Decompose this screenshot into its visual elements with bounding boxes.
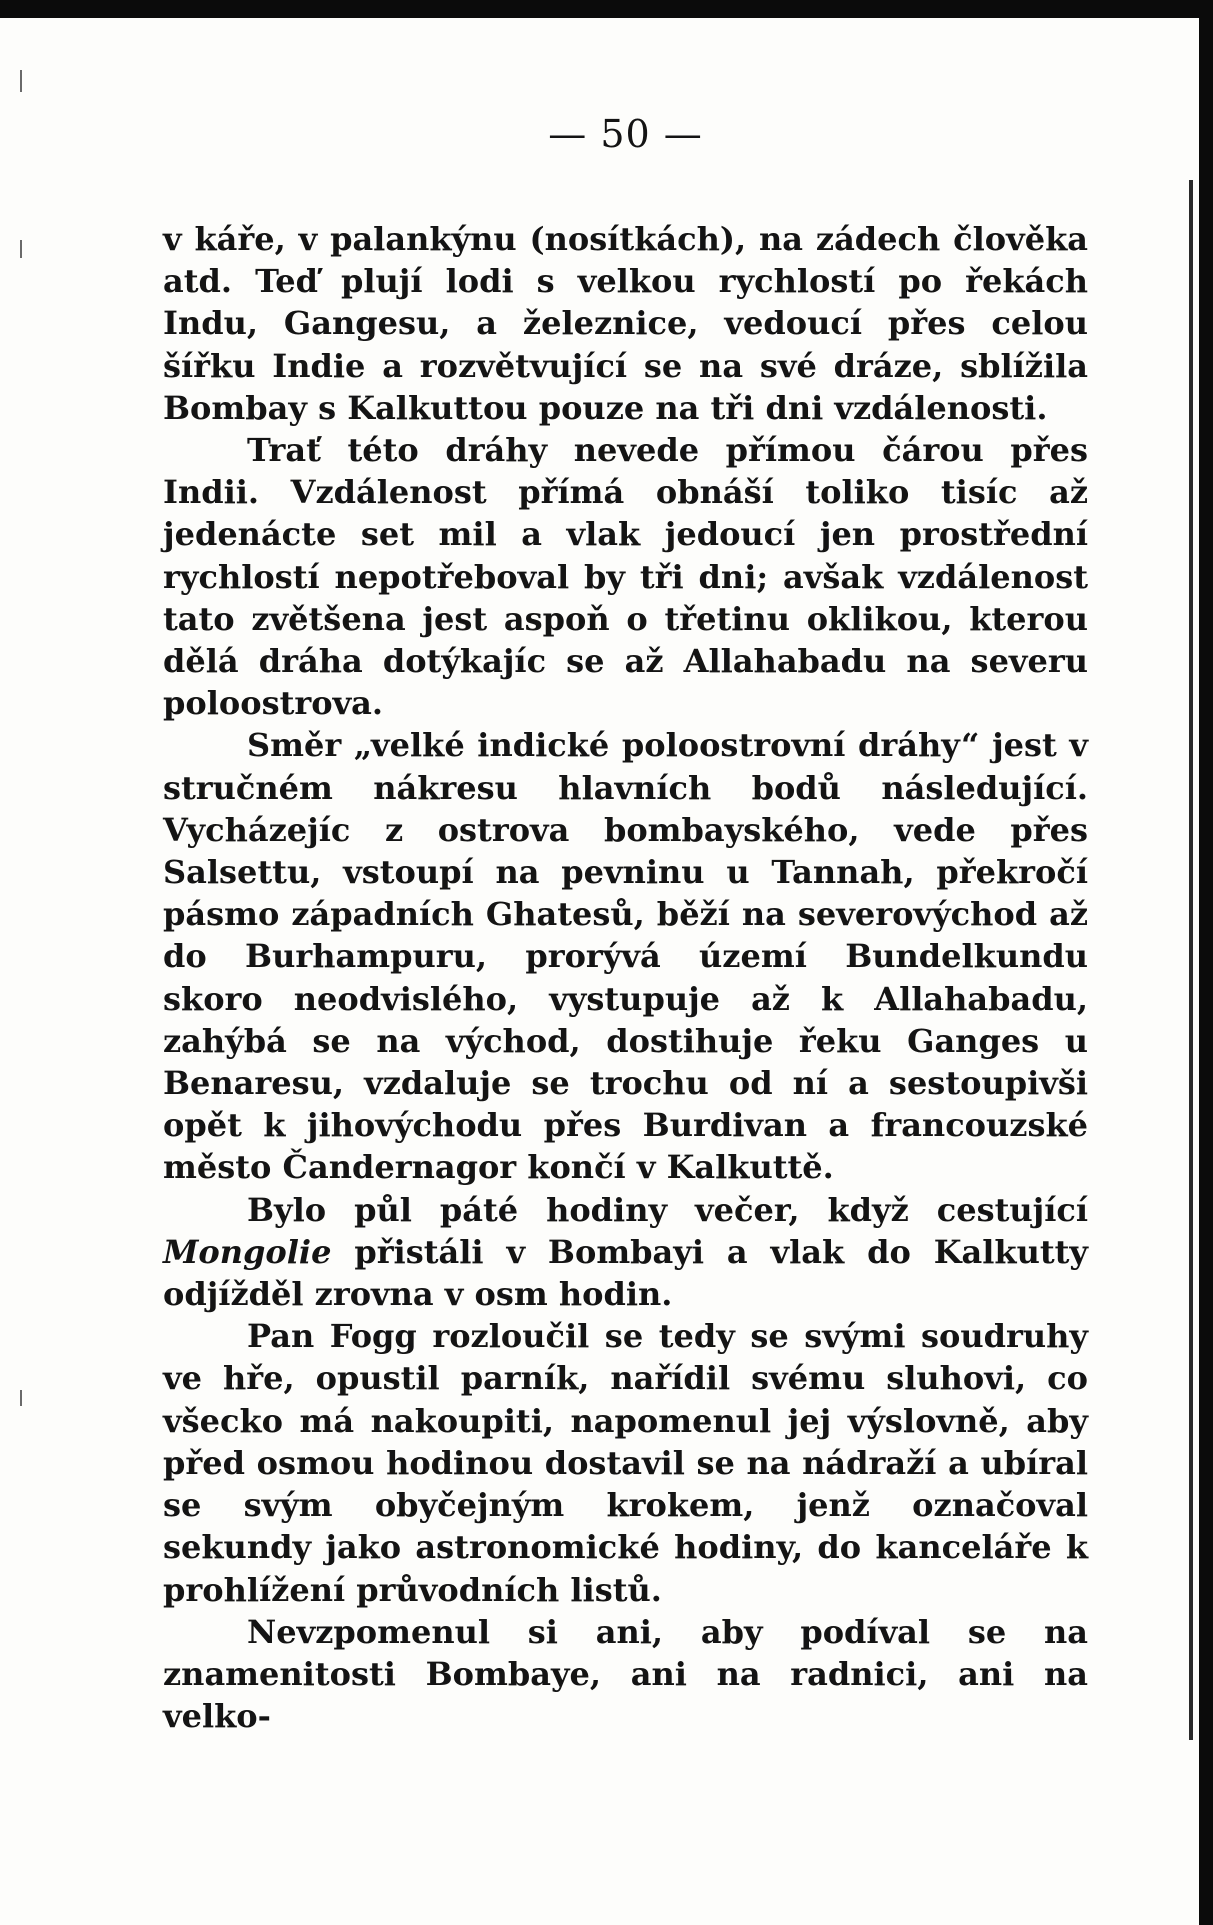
scan-speck <box>20 1390 22 1406</box>
page-number: — 50 — <box>548 112 703 156</box>
ship-name: Mongolie <box>163 1232 332 1271</box>
scan-speck <box>20 240 22 258</box>
paragraph-1: v káře, v palankýnu (nosítkách), na zádech člověka atd. Teď plují lodi s velkou rychlostí po řekách Indu, Gangesu, a železnice, vedoucí přes celou šířku Indie a rozvětvující se na své dráze, sblížila Bombay s Kalkuttou pouze na tři dni vzdálenosti. <box>163 220 1088 427</box>
scan-right-border <box>1199 0 1213 1925</box>
paragraph-6: Nevzpomenul si ani, aby podíval se na znamenitosti Bombaye, ani na radnici, ani na velko- <box>163 1612 1088 1736</box>
paragraph-4-end: přistáli v Bombayi a vlak do Kalkutty odjížděl zrovna v osm hodin. <box>163 1232 1088 1314</box>
paragraph-4-start: Bylo půl páté hodiny večer, když cestující <box>247 1190 1088 1229</box>
paragraph-5: Pan Fogg rozloučil se tedy se svými soudruhy ve hře, opustil parník, nařídil svému sluhovi, co všecko má nakoupiti, napomenul jej výslovně, aby před osmou hodinou dostavil se na nádraží a ubíral se svým obyčejným krokem, jenž označoval sekundy jako astronomické hodiny, do kanceláře k prohlížení průvodních listů. <box>163 1317 1088 1609</box>
binding-shadow-line <box>1189 180 1193 1740</box>
body-text <box>163 218 1088 1737</box>
paragraph-4 <box>163 1189 1088 1316</box>
paragraph-2: Trať této dráhy nevede přímou čárou přes Indii. Vzdálenost přímá obnáší toliko tisíc až jedenácte set mil a vlak jedoucí jen prostřední rychlostí nepotřeboval by tři dni; avšak vzdálenost tato zvětšena jest aspoň o třetinu oklikou, kterou dělá dráha dotýkajíc se až Allahabadu na severu poloostrova. <box>163 431 1088 723</box>
paragraph-3: Směr „velké indické poloostrovní dráhy“ jest v stručném nákresu hlavních bodů následující. Vycházejíc z ostrova bombayského, vede přes Salsettu, vstoupí na pevninu u Tannah, překročí pásmo západních Ghatesů, běží na severovýchod až do Burhampuru, prorývá území Bundelkundu skoro neodvislého, vystupuje až k Allahabadu, zahýbá se na východ, dostihuje řeku Ganges u Benaresu, vzdaluje se trochu od ní a sestoupivši opět k jihovýchodu přes Burdivan a francouzské město Čandernagor končí v Kalkuttě. <box>163 726 1088 1187</box>
page-content <box>163 106 1088 1737</box>
scan-top-border <box>0 0 1213 18</box>
scan-speck <box>20 70 22 92</box>
